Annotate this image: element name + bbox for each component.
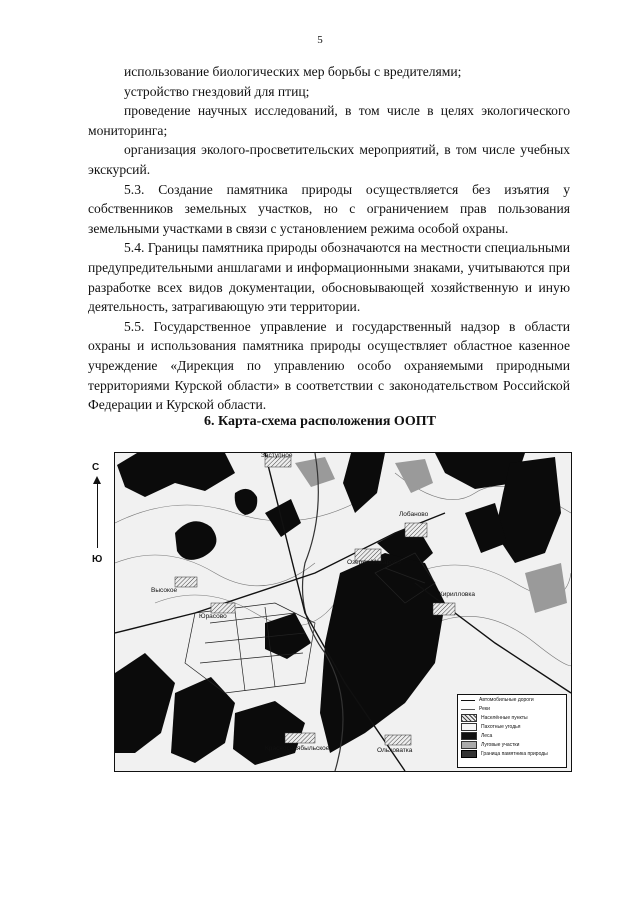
compass xyxy=(86,462,106,582)
legend-item-meadow xyxy=(458,740,566,749)
legend-item-forest xyxy=(458,731,566,740)
map-label-top-village: Заступное xyxy=(261,452,293,459)
map-label-bottom-right: Ольховатка xyxy=(377,747,413,754)
paragraph-5-4: 5.4. Границы памятника природы обозначаются на местности специальными предупредительными аншлагами и информационными знаками, учитываются при разработке всех видов документации, обосновывающей хозяйственную и иную деятельность, затрагивающую эти территории. xyxy=(88,240,570,315)
settlement-swatch-icon xyxy=(461,714,477,722)
legend-label: Леса xyxy=(481,732,493,739)
list-item-bio-control: использование биологических мер борьбы с вредителями; xyxy=(124,64,462,79)
north-label: С xyxy=(92,462,100,473)
legend-label: Реки xyxy=(479,705,490,712)
paragraph-5-5: 5.5. Государственное управление и государственный надзор в области охраны и использования памятника природы осуществляет областное казенное учреждение «Дирекция по управлению особо охраняемыми природными территориями Курской области» в соответствии с законодательством Российской Федерации и Курской области. xyxy=(88,318,570,413)
river-swatch-icon xyxy=(461,709,475,710)
legend-label: Граница памятника природы xyxy=(481,750,548,757)
list-item-education: организация эколого-просветительских мероприятий, в том числе учебных экскурсий. xyxy=(88,142,570,177)
page-number: 5 xyxy=(317,34,323,46)
legend-label: Населённые пункты xyxy=(481,714,528,721)
south-label: Ю xyxy=(92,554,103,565)
body-text xyxy=(88,62,570,415)
map-label-mid-village: Озерки-Макарово xyxy=(347,559,401,566)
map-label-right-village: Кирилловка xyxy=(439,591,475,598)
location-map xyxy=(114,452,572,772)
compass-line xyxy=(97,482,98,548)
meadow-swatch-icon xyxy=(461,741,477,749)
arable-swatch-icon xyxy=(461,723,477,731)
legend-item-river xyxy=(458,704,566,713)
legend-item-settlement xyxy=(458,713,566,722)
legend-item-oopt xyxy=(458,749,566,758)
map-legend xyxy=(457,694,567,768)
legend-item-road xyxy=(458,695,566,704)
map-label-lobanovo: Лобаново xyxy=(399,511,429,518)
paragraph-5-3: 5.3. Создание памятника природы осуществляется без изъятия у собственников земельных участков, но с ограничением прав пользования земельными участками в связи с установлением режима особой охраны. xyxy=(88,181,570,236)
map-label-vysokoe: Высокое xyxy=(151,587,178,594)
oopt-swatch-icon xyxy=(461,750,477,758)
map-label-bottom-village: Красноселябыльское xyxy=(265,745,330,752)
section-heading: 6. Карта-схема расположения ООПТ xyxy=(204,414,436,429)
list-item-research: проведение научных исследований, в том числе в целях экологического мониторинга; xyxy=(88,103,570,138)
legend-label: Луговые участки xyxy=(481,741,520,748)
list-item-bird-nesting: устройство гнездовий для птиц; xyxy=(124,83,310,99)
legend-label: Автомобильные дороги xyxy=(479,696,534,703)
road-swatch-icon xyxy=(461,700,475,701)
map-label-yurasovo: Юрасово xyxy=(199,613,227,620)
legend-item-arable xyxy=(458,722,566,731)
legend-label: Пахотные угодья xyxy=(481,723,521,730)
forest-swatch-icon xyxy=(461,732,477,740)
